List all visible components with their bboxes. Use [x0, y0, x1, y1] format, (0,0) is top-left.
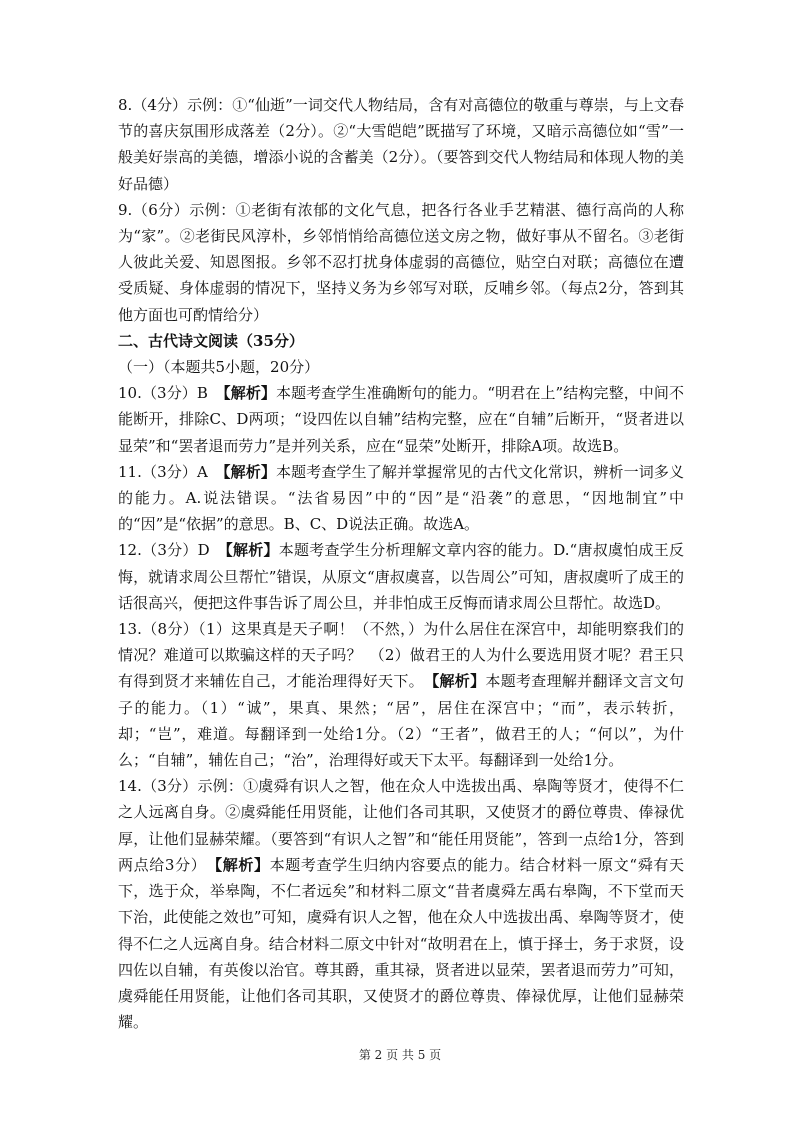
answer-q12: [118, 537, 684, 616]
section-title: 二、古代诗文阅读（35分）: [118, 331, 304, 350]
answer-q8: 8.（4分）示例：①“仙逝”一词交代人物结局，含有对高德位的敬重与尊崇，与上文春节的喜庆氛围形成落差（2分）。②“大雪皑皑”既描写了环境，又暗示高德位如“雪”一般美好崇高的美德，增添小说的含蓄美（2分）。（要答到交代人物结局和体现人物的美好品德）: [118, 96, 684, 193]
page-footer: 第 2 页 共 5 页: [358, 1048, 442, 1062]
analysis-tag: 【解析】: [223, 384, 277, 403]
answer-q11-choice: 11.（3分）A: [118, 462, 208, 481]
analysis-tag: 【解析】: [225, 541, 279, 560]
analysis-tag: 【解析】: [223, 462, 277, 481]
answer-q13-translation: 13.（8分）（1）这果真是天子啊！（不然，）为什么居住在深宫中，却能明察我们的情况？难道可以欺骗这样的天子吗？ （2）做君王的人为什么要选用贤才呢？君王只有得到贤才来辅佐自己，才能治理得好天下。: [118, 620, 684, 691]
subsection-title: （一）（本题共5小题，20分）: [118, 358, 320, 377]
answer-q10-analysis: 本题考查学生准确断句的能力。“明君在上”结构完整，中间不能断开，排除C、D两项；“设四佐以自辅”结构完整，应在“自辅”后断开，“贤者进以显荣”和“罢者退而劳力”是并列关系，应在“显荣”处断开，排除A项。故选B。: [118, 384, 684, 455]
answer-q11: [118, 459, 684, 538]
answer-q14: [118, 773, 684, 1035]
answer-q13: [118, 616, 684, 773]
answer-q10: [118, 380, 684, 459]
analysis-tag: 【解析】: [214, 855, 270, 874]
answer-q13-analysis: 本题考查理解并翻译文言文句子的能力。（1）“诚”，果真、果然；“居”，居住在深宫中；“而”，表示转折，却；“岂”，难道。每翻译到一处给1分。（2）“王者”，做君王的人；“何以”，为什么；“自辅”，辅佐自己；“治”，治理得好或天下太平。每翻译到一处给1分。: [118, 672, 684, 770]
answer-q14-analysis: 本题考查学生归纳内容要点的能力。结合材料一原文“舜有天下，选于众，举皋陶，不仁者远矣”和材料二原文“昔者虞舜左禹右皋陶，不下堂而天下治，此使能之效也”可知，虞舜有识人之智，他在众人中选拔出禹、皋陶等贤才，使得不仁之人远离自身。结合材料二原文中针对“故明君在上，慎于择士，务于求贤，设四佐以自辅，有英俊以治官。尊其爵，重其禄，贤者进以显荣，罢者退而劳力”可知，虞舜能任用贤能，让他们各司其职，又使贤才的爵位尊贵、俸禄优厚，让他们显赫荣耀。: [118, 855, 685, 1032]
answer-q12-analysis: 本题考查学生分析理解文章内容的能力。D.“唐叔虞怕成王反悔，就请求周公旦帮忙”错误，从原文“唐叔虞喜，以告周公”可知，唐叔虞听了成王的话很高兴，便把这件事告诉了周公旦，并非怕成王反悔而请求周公旦帮忙。故选D。: [118, 541, 684, 612]
answer-q12-choice: 12.（3分）D: [118, 541, 210, 560]
answer-q11-analysis: 本题考查学生了解并掌握常见的古代文化常识，辨析一词多义的能力。A.说法错误。“法省易因”中的“因”是“沿袭”的意思，“因地制宜”中的“因”是“依据”的意思。B、C、D说法正确。故选A。: [118, 462, 684, 534]
answer-content: [118, 92, 684, 1035]
answer-q10-choice: 10.（3分）B: [118, 384, 208, 403]
analysis-tag: 【解析】: [431, 672, 486, 691]
answer-q14-example: 14.（3分）示例：①虞舜有识人之智，他在众人中选拔出禹、皋陶等贤才，使得不仁之人远离自身。②虞舜能任用贤能，让他们各司其职，又使贤才的爵位尊贵、俸禄优厚，让他们显赫荣耀。（要答到“有识人之智”和“能任用贤能”，答到一点给1分，答到两点给3分）: [118, 777, 684, 874]
answer-q9: 9.（6分）示例：①老街有浓郁的文化气息，把各行各业手艺精湛、德行高尚的人称为“家”。②老街民风淳朴，乡邻悄悄给高德位送文房之物，做好事从不留名。③老街人彼此关爱、知恩图报。乡邻不忍打扰身体虚弱的高德位，贴空白对联；高德位在遭受质疑、身体虚弱的情况下，坚持义务为乡邻写对联，反哺乡邻。（每点2分，答到其他方面也可酌情给分）: [118, 200, 684, 324]
